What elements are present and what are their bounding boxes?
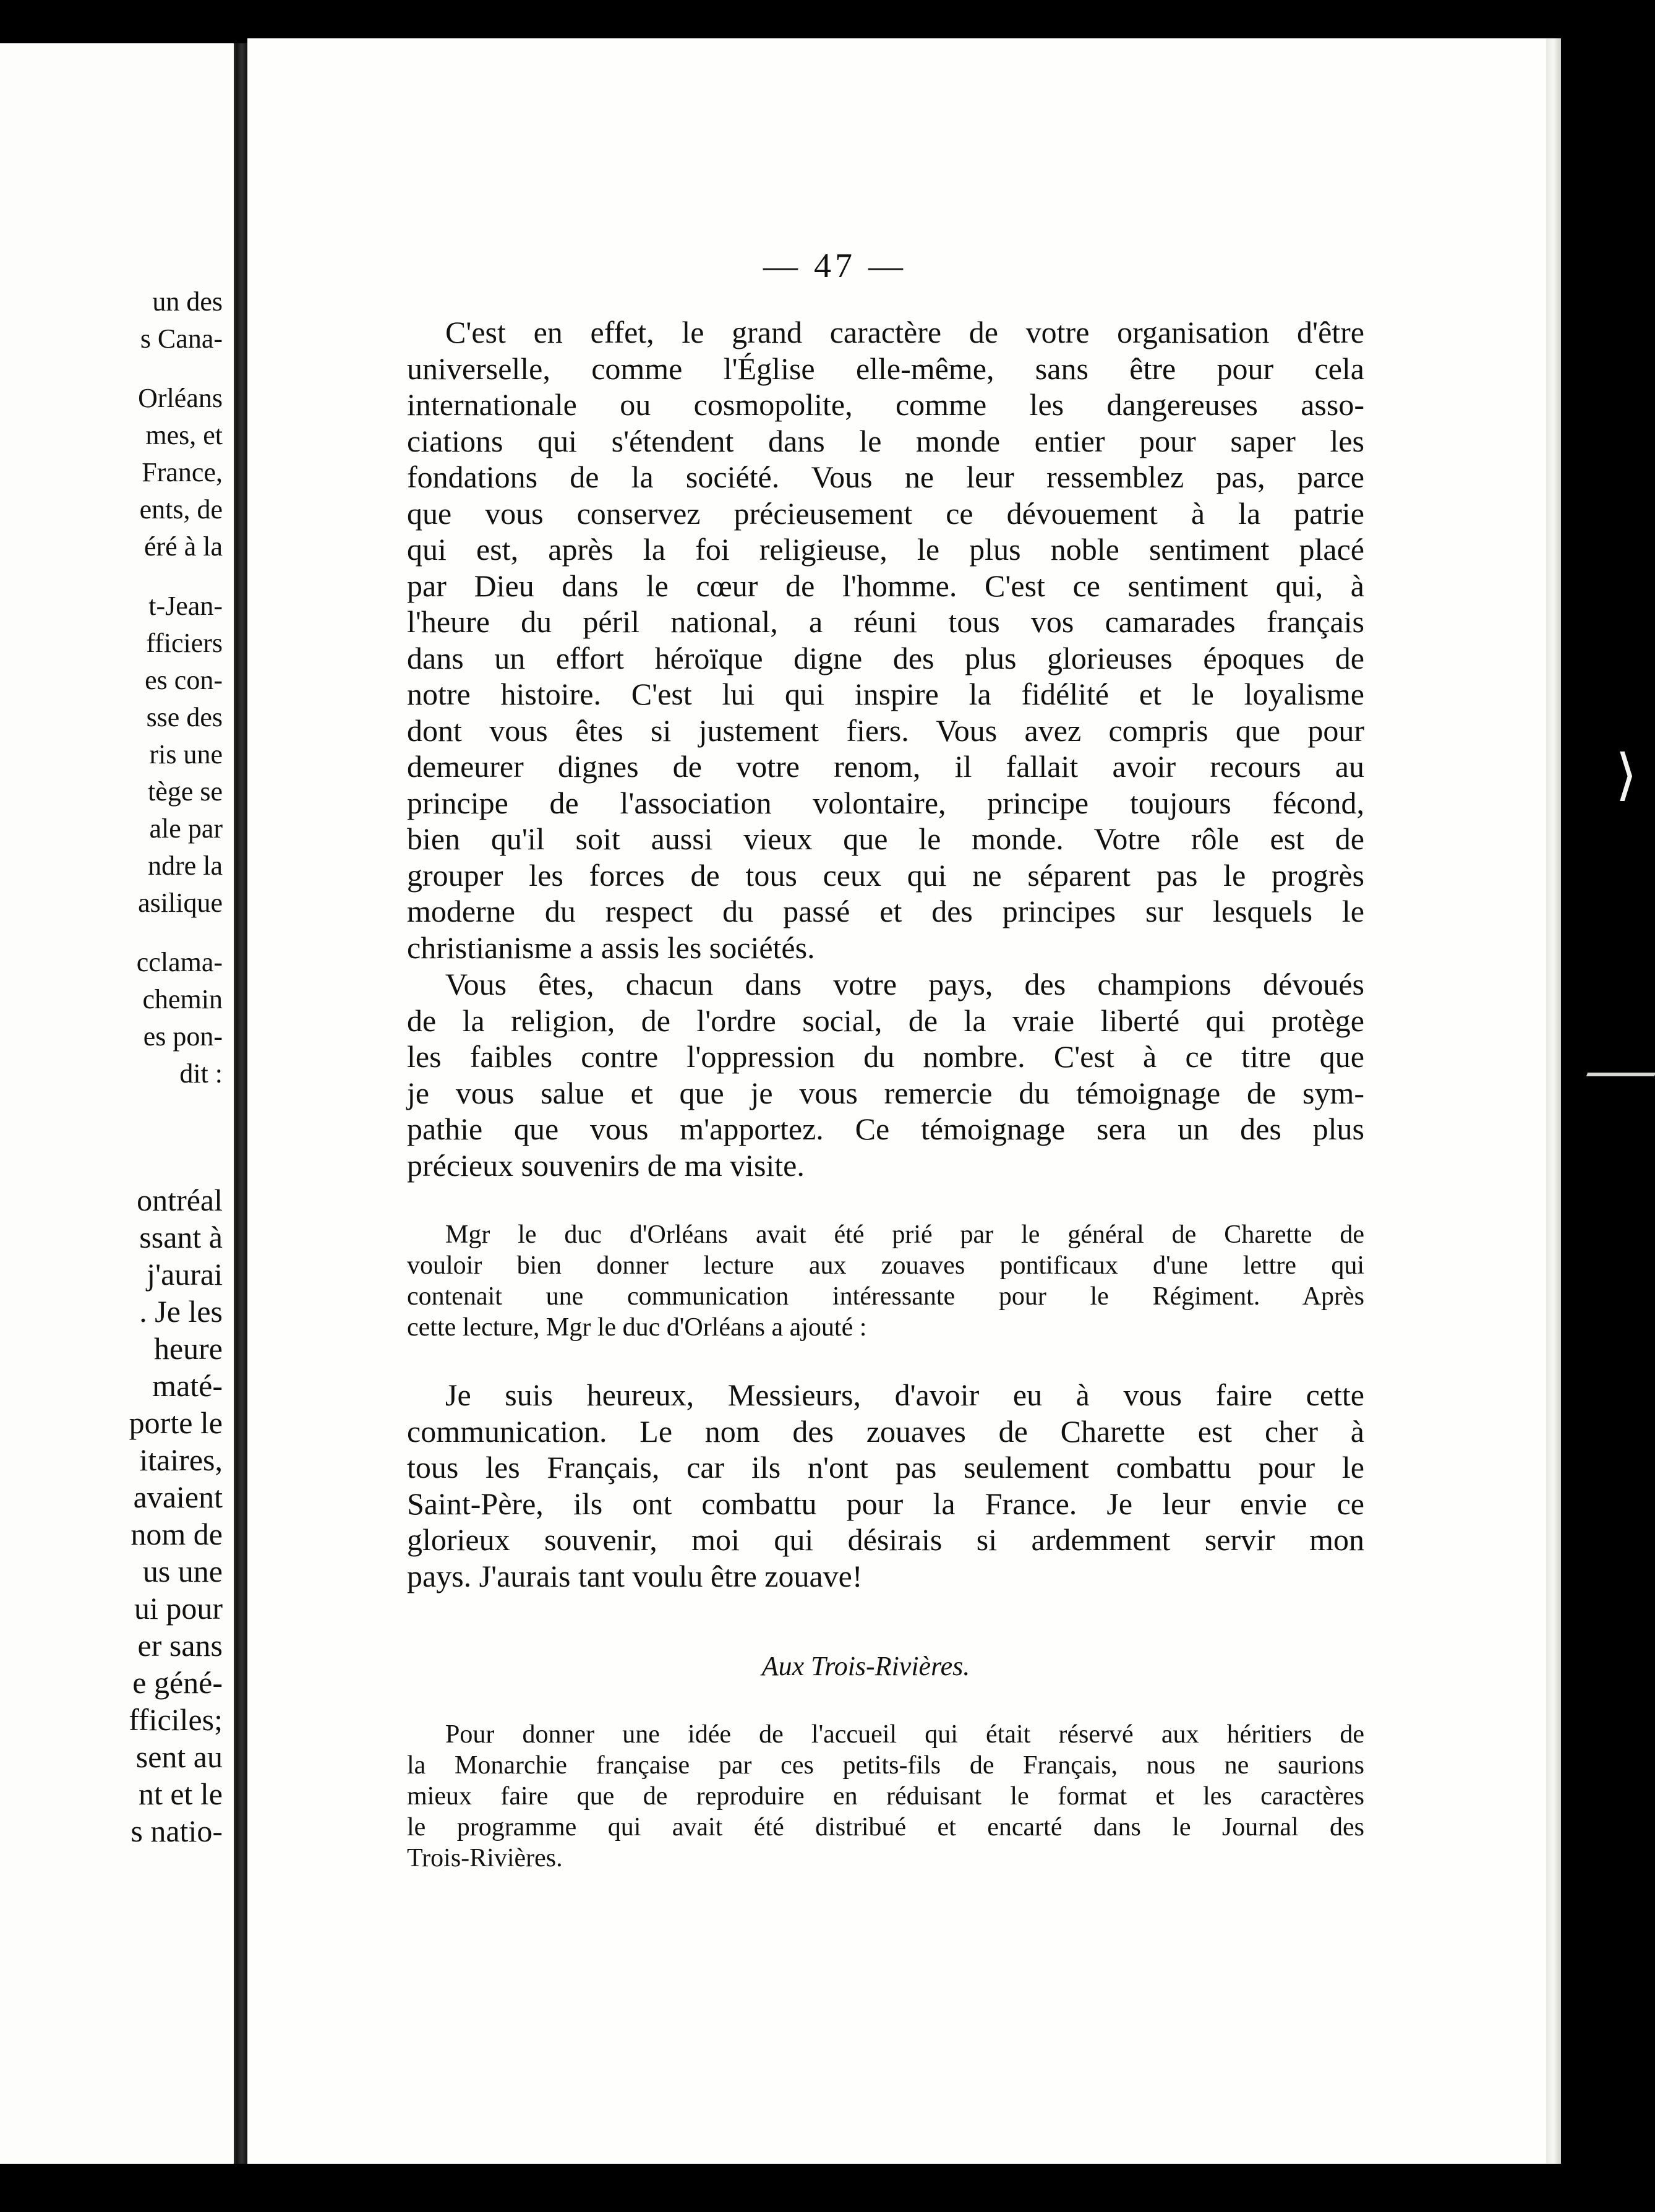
text-line: cette lecture, Mgr le duc d'Orléans a ajouté :	[407, 1313, 867, 1342]
text-line: le programme qui avait été distribué et encarté dans le Journal des	[407, 1813, 1364, 1841]
left-page-line: itaires,	[139, 1443, 223, 1477]
left-page-line: porte le	[129, 1405, 223, 1440]
text-line: christianisme a assis les sociétés.	[407, 930, 815, 965]
left-page-line: s natio-	[130, 1814, 223, 1848]
page-edge	[1546, 38, 1561, 2164]
text-line: dans un effort héroïque digne des plus glorieuses époques de	[407, 640, 1364, 675]
left-page-line: ui pour	[134, 1591, 223, 1626]
text-line: C'est en effet, le grand caractère de votre organisation d'être	[445, 315, 1364, 349]
left-page-line: mes, et	[145, 420, 223, 450]
left-page-line: heure	[153, 1331, 223, 1366]
page-number: — 47 —	[763, 247, 907, 285]
left-page-line: fficiles;	[129, 1702, 223, 1737]
left-page-line: fficiers	[146, 628, 223, 658]
left-page-line: es con-	[145, 665, 223, 695]
left-page-line: ents, de	[139, 494, 223, 525]
left-page-line: e géné-	[132, 1665, 223, 1700]
left-page-line: er sans	[137, 1628, 223, 1663]
text-line: fondations de la société. Vous ne leur ressemblez pas, parce	[407, 460, 1364, 494]
text-line: pays. J'aurais tant voulu être zouave!	[407, 1558, 863, 1593]
text-line: je vous salue et que je vous remercie du témoignage de sym-	[407, 1075, 1364, 1110]
text-line: bien qu'il soit aussi vieux que le monde. Votre rôle est de	[407, 821, 1364, 856]
text-line: que vous conservez précieusement ce dévouement à la patrie	[407, 495, 1364, 531]
text-line: Saint-Père, ils ont combattu pour la France. Je leur envie ce	[407, 1486, 1364, 1521]
section-heading: Aux Trois-Rivières.	[761, 1651, 970, 1681]
left-page-line: ale par	[149, 813, 223, 844]
left-page-line: avaient	[133, 1480, 223, 1514]
left-page-line: nom de	[130, 1517, 223, 1551]
text-line: dont vous êtes si justement fiers. Vous avez compris que pour	[407, 713, 1364, 748]
text-line: tous les Français, car ils n'ont pas seulement combattu pour le	[407, 1450, 1364, 1485]
left-page-line: sent au	[135, 1739, 223, 1774]
text-line: mieux faire que de reproduire en réduisant le format et les caractères	[407, 1782, 1364, 1811]
text-line: grouper les forces de tous ceux qui ne séparent pas le progrès	[407, 857, 1364, 893]
left-page-line: chemin	[142, 984, 223, 1014]
text-line: Trois-Rivières.	[407, 1844, 563, 1872]
text-line: qui est, après la foi religieuse, le plus noble sentiment placé	[407, 532, 1364, 567]
left-page-line: t-Jean-	[148, 591, 223, 621]
text-line: principe de l'association volontaire, principe toujours fécond,	[407, 785, 1364, 820]
left-page-fragment	[0, 43, 236, 2164]
left-page-line: es pon-	[143, 1021, 223, 1052]
left-page-line: s Cana-	[140, 324, 223, 354]
book-gutter	[236, 43, 247, 2164]
left-page-line: ssant à	[139, 1220, 223, 1254]
text-line: internationale ou cosmopolite, comme les dangereuses asso-	[407, 387, 1364, 422]
left-page-line: Orléans	[138, 383, 223, 413]
text-line: de la religion, de l'ordre social, de la vraie liberté qui protège	[407, 1003, 1364, 1038]
left-page-line: ris une	[149, 739, 223, 769]
margin-smudge	[1586, 1073, 1655, 1076]
left-page-line: France,	[142, 457, 223, 487]
text-line: communication. Le nom des zouaves de Charette est cher à	[407, 1413, 1364, 1449]
text-line: notre histoire. C'est lui qui inspire la fidélité et le loyalisme	[407, 677, 1364, 711]
left-page-line: us une	[142, 1554, 223, 1588]
left-page-line: sse des	[146, 702, 223, 732]
text-line: par Dieu dans le cœur de l'homme. C'est ce sentiment qui, à	[407, 568, 1364, 603]
left-page-line: . Je les	[139, 1294, 223, 1329]
left-page-line: éré à la	[144, 531, 223, 562]
text-line: Vous êtes, chacun dans votre pays, des champions dévoués	[445, 967, 1364, 1001]
left-page-line: asilique	[138, 888, 223, 918]
text-line: Je suis heureux, Messieurs, d'avoir eu à vous faire cette	[445, 1378, 1364, 1412]
margin-bracket-mark: ⟩	[1615, 742, 1638, 807]
text-line: la Monarchie française par ces petits-fils de Français, nous ne saurions	[407, 1751, 1364, 1780]
text-line: Pour donner une idée de l'accueil qui était réservé aux héritiers de	[445, 1720, 1364, 1749]
text-line: universelle, comme l'Église elle-même, sans être pour cela	[407, 351, 1364, 386]
text-line: moderne du respect du passé et des principes sur lesquels le	[407, 894, 1364, 928]
left-page-line: ndre la	[148, 851, 223, 881]
left-page-line: un des	[152, 286, 223, 317]
text-line: contenait une communication intéressante pour le Régiment. Après	[407, 1282, 1364, 1311]
text-line: ciations qui s'étendent dans le monde entier pour saper les	[407, 423, 1364, 458]
left-page-line: tège se	[148, 776, 223, 807]
left-page-line: ontréal	[137, 1183, 223, 1217]
text-line: Mgr le duc d'Orléans avait été prié par le général de Charette de	[445, 1220, 1364, 1249]
text-line: précieux souvenirs de ma visite.	[407, 1147, 805, 1183]
text-line: vouloir bien donner lecture aux zouaves pontificaux d'une lettre qui	[407, 1251, 1364, 1280]
text-line: pathie que vous m'apportez. Ce témoignage sera un des plus	[407, 1112, 1364, 1146]
left-page-line: j'aurai	[147, 1257, 223, 1292]
left-page-line: nt et le	[138, 1777, 223, 1811]
left-page-line: dit :	[179, 1058, 223, 1089]
left-page-line: cclama-	[136, 947, 223, 977]
left-page-line: maté-	[152, 1368, 223, 1403]
text-line: glorieux souvenir, moi qui désirais si ardemment servir mon	[407, 1522, 1364, 1557]
text-line: les faibles contre l'oppression du nombre. C'est à ce titre que	[407, 1039, 1364, 1074]
text-line: l'heure du péril national, a réuni tous vos camarades français	[407, 604, 1364, 639]
text-line: demeurer dignes de votre renom, il fallait avoir recours au	[407, 749, 1364, 784]
